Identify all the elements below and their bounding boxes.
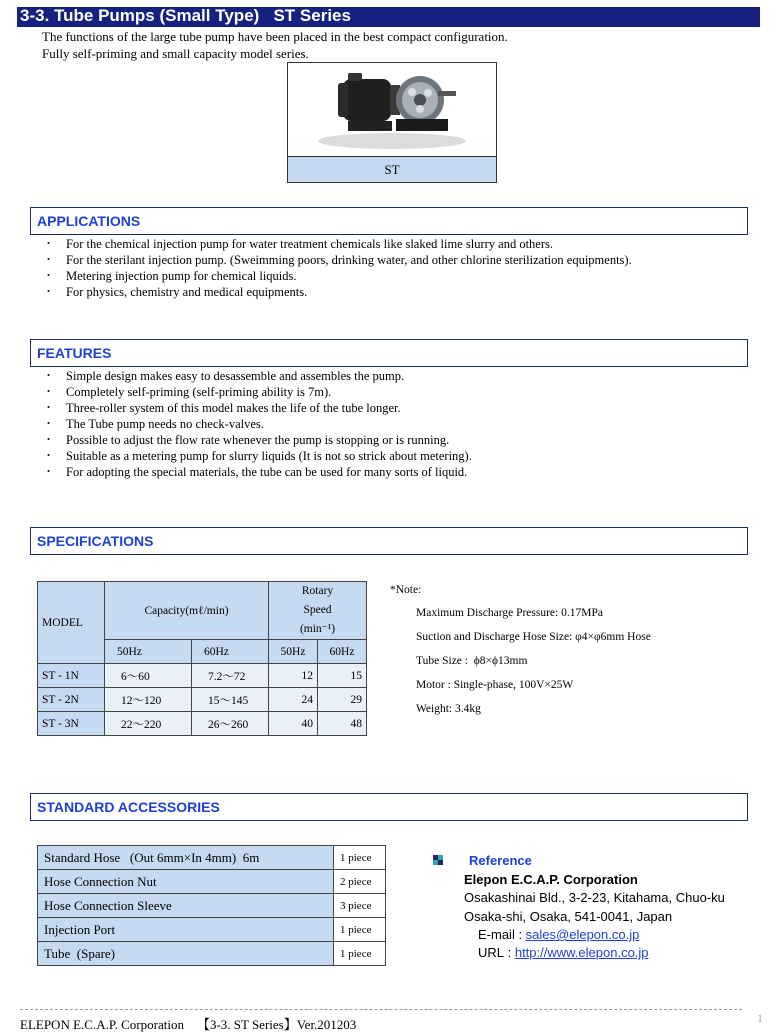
subheader-rpm-60hz: 60Hz (318, 640, 367, 664)
note-line: Maximum Discharge Pressure: 0.17MPa (416, 607, 603, 619)
accessories-table (37, 845, 386, 966)
website-link[interactable]: http://www.elepon.co.jp (514, 945, 649, 960)
reference-address-2: Osaka-shi, Osaka, 541-0041, Japan (464, 909, 673, 924)
reference-address-1: Osakashinai Bld., 3-2-23, Kitahama, Chuo-ku (464, 890, 725, 905)
footer-divider (20, 1009, 742, 1010)
list-item: ・ Three-roller system of this model makes the life of the tube longer. (45, 400, 745, 416)
note-line: Tube Size : ϕ8×ϕ13mm (416, 655, 528, 667)
speed-header: Rotary Speed (min⁻¹) (269, 582, 367, 640)
specifications-heading-text: SPECIFICATIONS (37, 533, 154, 549)
subheader-cap-50hz: 50Hz (105, 640, 192, 664)
url-label: URL : (478, 945, 515, 960)
intro-line-2: Fully self-priming and small capacity model series. (42, 46, 309, 61)
note-line: Suction and Discharge Hose Size: φ4×φ6mm Hose (416, 631, 651, 643)
page-number: 1 (757, 1011, 763, 1025)
product-photo (287, 62, 497, 157)
table-row: ST - 3N 22～220 26～260 40 48 (38, 712, 367, 736)
table-row: Tube (Spare) 1 piece (38, 942, 386, 966)
note-label: *Note: (390, 584, 422, 596)
specifications-heading (30, 527, 748, 555)
table-row: ST - 1N 6～60 7.2～72 12 15 (38, 664, 367, 688)
page-title: 3-3. Tube Pumps (Small Type) ST Series (20, 6, 351, 25)
list-item: ・ For the chemical injection pump for water treatment chemicals like slaked lime slurry and others. (45, 236, 713, 252)
list-item: ・ Metering injection pump for chemical liquids. (45, 268, 713, 284)
list-item: ・ The Tube pump needs no check-valves. (45, 416, 745, 432)
features-heading-text: FEATURES (37, 345, 112, 361)
accessories-heading (30, 793, 748, 821)
reference-heading: Reference (469, 853, 532, 868)
reference-url-row (478, 945, 649, 960)
email-label: E-mail : (478, 927, 526, 942)
table-row: Hose Connection Sleeve 3 piece (38, 894, 386, 918)
list-item: ・ For physics, chemistry and medical equipments. (45, 284, 713, 300)
specifications-table (37, 581, 367, 736)
note-line: Motor : Single-phase, 100V×25W (416, 679, 574, 691)
table-row: Standard Hose (Out 6mm×In 4mm) 6m 1 piece (38, 846, 386, 870)
table-row: Injection Port 1 piece (38, 918, 386, 942)
subheader-cap-60hz: 60Hz (192, 640, 269, 664)
intro-line-1: The functions of the large tube pump have been placed in the best compact configuration. (42, 29, 508, 44)
footer-text: ELEPON E.C.A.P. Corporation 【3-3. ST Series】Ver.201203 (20, 1017, 357, 1032)
list-item: ・ Suitable as a metering pump for slurry liquids (It is not so strick about metering). (45, 448, 745, 464)
list-item: ・ Completely self-priming (self-priming ability is 7m). (45, 384, 745, 400)
accessories-heading-text: STANDARD ACCESSORIES (37, 799, 220, 815)
tube-pump-image (288, 63, 496, 156)
features-list (45, 368, 745, 480)
table-row: Hose Connection Nut 2 piece (38, 870, 386, 894)
list-item: ・ Simple design makes easy to desassemble and assembles the pump. (45, 368, 745, 384)
product-caption: ST (287, 156, 497, 183)
list-item: ・ For adopting the special materials, the tube can be used for many sorts of liquid. (45, 464, 745, 480)
applications-heading-text: APPLICATIONS (37, 213, 141, 229)
email-link[interactable]: sales@elepon.co.jp (525, 927, 640, 942)
features-heading (30, 339, 748, 367)
list-item: ・ Possible to adjust the flow rate whenever the pump is stopping or is running. (45, 432, 745, 448)
reference-email-row (478, 927, 639, 942)
applications-list (45, 236, 713, 300)
capacity-header: Capacity(mℓ/min) (105, 582, 269, 640)
table-row: ST - 2N 12～120 15～145 24 29 (38, 688, 367, 712)
model-header: MODEL (38, 582, 105, 664)
subheader-rpm-50hz: 50Hz (269, 640, 318, 664)
list-item: ・ For the sterilant injection pump. (Sweimming poors, drinking water, and other chlorine sterilization equipments). (45, 252, 713, 268)
applications-heading (30, 207, 748, 235)
note-line: Weight: 3.4kg (416, 703, 481, 715)
reference-bullet-icon (433, 855, 443, 865)
reference-company: Elepon E.C.A.P. Corporation (464, 872, 638, 887)
